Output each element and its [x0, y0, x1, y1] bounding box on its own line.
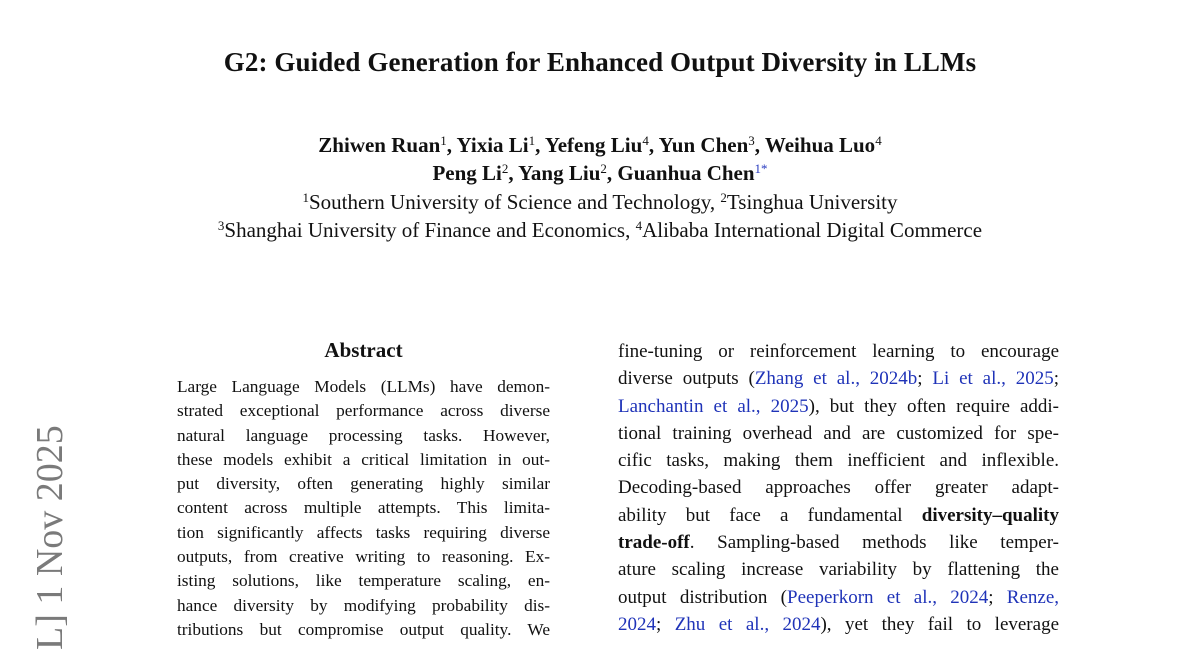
body-line — [618, 529, 1059, 556]
abstract-line: put diversity, often generating highly similar — [177, 474, 550, 494]
affiliations-line-2 — [0, 216, 1200, 244]
body-text: . Sampling-based methods like temper- — [689, 532, 1059, 554]
author-name: Weihua Luo — [764, 133, 876, 157]
body-text: ; — [988, 586, 1007, 608]
author-name: Guanhua Chen — [617, 161, 755, 185]
affiliation-text: Alibaba International Digital Commerce — [642, 218, 983, 242]
citation-link[interactable]: Renze, — [1006, 586, 1060, 608]
author-sep: , — [508, 161, 519, 185]
body-text: output distribution ( — [618, 586, 788, 608]
affiliation-sup: 3 — [217, 218, 225, 233]
abstract-heading: Abstract — [324, 338, 403, 362]
body-text: ature scaling increase variability by flattening the — [618, 559, 1059, 581]
emphasis-text: diversity–quality — [921, 504, 1059, 526]
affiliation-text: Tsinghua University — [726, 190, 898, 214]
author-sup: 1 — [528, 133, 536, 148]
abstract-line: content across multiple attempts. This limita- — [177, 498, 550, 518]
author-name: Yang Liu — [518, 161, 601, 185]
affiliation-text: Shanghai University of Finance and Economics, — [224, 218, 636, 242]
citation-link[interactable]: Li et al., 2025 — [932, 368, 1054, 390]
body-text: ), yet they fail to leverage — [820, 613, 1060, 635]
body-text: tional training overhead and are customized for spe- — [618, 422, 1059, 444]
author-sup: 1 — [440, 133, 447, 148]
body-text: diverse outputs ( — [618, 368, 755, 390]
author-sep: , — [446, 133, 457, 157]
abstract-line: outputs, from creative writing to reasoning. Ex- — [177, 547, 550, 567]
citation-link[interactable]: Lanchantin et al., 2025 — [618, 395, 809, 417]
affiliation-text: Southern University of Science and Technology, — [308, 190, 721, 214]
body-line — [618, 447, 1059, 474]
citation-link[interactable]: 2024 — [618, 613, 656, 635]
citation-link[interactable]: Zhu et al., 2024 — [674, 613, 821, 635]
author-name: Yefeng Liu — [544, 133, 643, 157]
abstract-line: isting solutions, like temperature scaling, en- — [177, 571, 550, 591]
abstract-line: strated exceptional performance across diverse — [177, 401, 550, 421]
author-name: Yun Chen — [658, 133, 749, 157]
body-line — [618, 338, 1059, 365]
author-sep: , — [754, 133, 765, 157]
affiliation-sup: 1 — [302, 190, 309, 205]
body-line — [618, 584, 1059, 611]
author-sup: 4 — [875, 133, 882, 148]
author-sup: 4 — [642, 133, 649, 148]
body-text: cific tasks, making them inefficient and inflexible. — [618, 450, 1059, 472]
body-line — [618, 474, 1059, 501]
author-sep: , — [535, 133, 545, 157]
body-text: ; — [1053, 368, 1059, 390]
body-line — [618, 556, 1059, 583]
body-text: ; — [917, 368, 933, 390]
body-line — [618, 611, 1059, 638]
body-line — [618, 365, 1059, 392]
author-sup: 2 — [600, 161, 607, 176]
body-text: ), but they often require addi- — [808, 395, 1059, 417]
intro-column — [618, 338, 1059, 638]
body-text: ; — [656, 613, 675, 635]
body-text: ability but face a fundamental — [618, 504, 922, 526]
body-text: Decoding-based approaches offer greater adapt- — [618, 477, 1059, 499]
affiliations-line-1 — [0, 188, 1200, 216]
paper-title: G2: Guided Generation for Enhanced Output Diversity in LLMs — [223, 47, 977, 77]
abstract-line: these models exhibit a critical limitation in out- — [177, 449, 550, 469]
abstract-body — [177, 375, 550, 642]
abstract-line: Large Language Models (LLMs) have demon- — [177, 377, 550, 396]
author-sup: 2 — [501, 161, 509, 176]
body-line — [618, 393, 1059, 420]
body-line — [618, 420, 1059, 447]
authors-line-2 — [0, 159, 1200, 187]
abstract-line: hance diversity by modifying probability dis- — [177, 595, 550, 615]
author-sup: 3 — [748, 133, 755, 148]
author-name: Peng Li — [432, 161, 502, 185]
citation-link[interactable]: Peeperkorn et al., 2024 — [787, 586, 989, 608]
author-sup-corresponding[interactable]: 1* — [754, 161, 768, 176]
arxiv-stamp: L] 1 Nov 2025 — [29, 425, 71, 650]
citation-link[interactable]: Zhang et al., 2024b — [754, 368, 918, 390]
body-text: fine-tuning or reinforcement learning to encourage — [618, 341, 1059, 362]
emphasis-text: trade-off — [618, 532, 690, 554]
affiliation-sup: 4 — [635, 218, 643, 233]
abstract-line: tributions but compromise output quality. We — [177, 619, 550, 639]
author-name: Yixia Li — [456, 133, 529, 157]
body-line — [618, 502, 1059, 529]
author-name: Zhiwen Ruan — [318, 133, 441, 157]
author-sep: , — [648, 133, 659, 157]
abstract-line: tion significantly affects tasks requiring diverse — [177, 522, 550, 542]
abstract-line: natural language processing tasks. However, — [177, 425, 550, 445]
author-sep: , — [606, 161, 618, 185]
affiliation-sup: 2 — [720, 190, 727, 205]
authors-line-1 — [0, 131, 1200, 159]
